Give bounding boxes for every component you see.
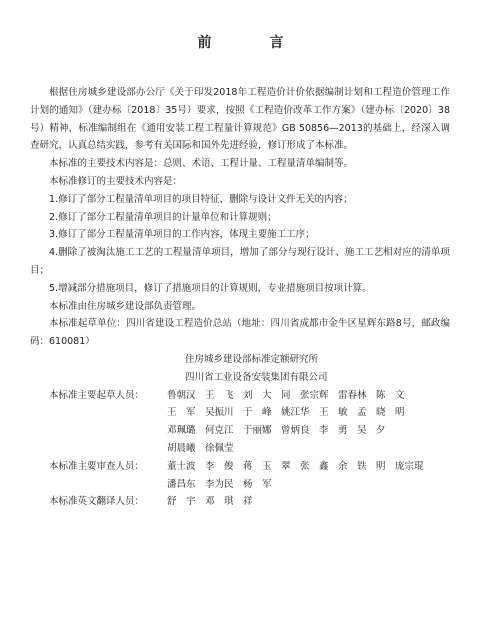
revision-heading: 本标准修订的主要技术内容是： — [49, 175, 183, 187]
name-line: 舒 宇 邓 琪 祥 — [167, 496, 253, 508]
drafters-section — [30, 387, 450, 458]
participating-unit: 住房城乡建设部标准定额研究所 — [185, 353, 319, 365]
page-title: 前 言 — [197, 35, 306, 51]
translators-names — [167, 493, 450, 511]
editor-unit-paragraph: 本标准起草单位：四川省建设工程造价总站（地址：四川省成都市金牛区星辉东路8号，邮政编码：610081） — [30, 318, 450, 348]
reviewers-label: 本标准主要审查人员： — [49, 460, 145, 472]
revision-item: 4.删除了被淘汰施工工艺的工程量清单项目，增加了部分与现行设计、施工工艺相对应的清单项目； — [30, 247, 450, 276]
drafters-label: 本标准主要起草人员： — [49, 389, 145, 401]
drafters-names — [167, 387, 450, 458]
revision-item: 3.修订了部分工程量清单项目的工作内容，体现主要施工工序； — [49, 229, 315, 241]
translators-label: 本标准英文翻译人员： — [49, 496, 145, 508]
document-body — [30, 84, 450, 511]
name-line: 王 军 吴振川 于 峰 姚江华 王 敏 孟 晓 明 — [167, 407, 405, 419]
revision-item: 5.增减部分措施项目，修订了措施项目的计算规则，专业措施项目按项计算。 — [49, 282, 372, 294]
intro-paragraph: 根据住房城乡建设部办公厅《关于印发2018年工程造价计价依据编制计划和工程造价管理工作计划的通知》（建办标〔2018〕35号）要求，按照《工程造价改革工作方案》（建办标〔2020〕38号）精神，标准编制组在《通用安装工程工程量计算规范》GB 50856—2013的基础上，经深入调查研究，认真总结实践，参考有关国际和国外先进经验，修订形成了本标准。 — [30, 87, 450, 152]
reviewers-section — [30, 458, 450, 494]
name-line: 邓珮璐 何克江 于丽娜 曾炳良 李 勇 吴 夕 — [167, 425, 386, 437]
name-line: 胡晨曦 徐佩莹 — [167, 442, 234, 454]
participating-unit: 四川省工业设备安装集团有限公司 — [185, 371, 328, 383]
revision-item: 1.修订了部分工程量清单项目的项目特征，删除与设计文件无关的内容； — [49, 193, 353, 205]
name-line: 潘昌东 李为民 杨 军 — [167, 478, 272, 490]
name-line: 鲁朝汉 王 飞 刘 大 同 张宗辉 雷春林 陈 文 — [167, 389, 405, 401]
reviewers-names — [167, 458, 450, 494]
translators-section — [30, 493, 450, 511]
responsibility-line: 本标准由住房城乡建设部负责管理。 — [49, 300, 202, 312]
main-content-line: 本标准的主要技术内容是：总则、术语、工程计量、工程量清单编制等。 — [49, 158, 354, 170]
name-line: 董士波 李 俊 蒋 玉 翠 张 鑫 余 铁 明 庞宗琨 — [167, 460, 424, 472]
revision-item: 2.修订了部分工程量清单项目的计量单位和计算规则； — [49, 211, 277, 223]
